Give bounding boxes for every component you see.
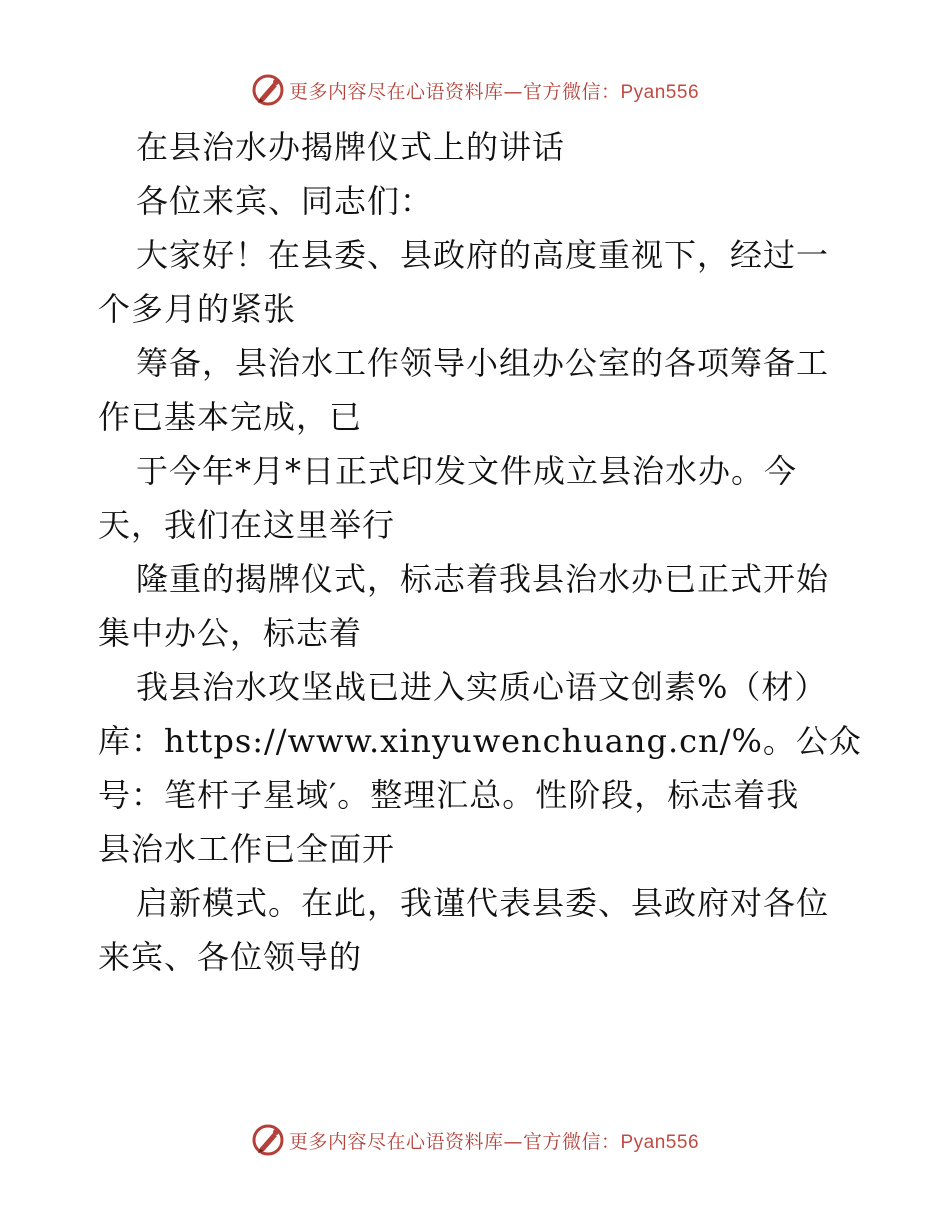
document-title: 在县治水办揭牌仪式上的讲话 xyxy=(136,128,566,166)
pen-logo-icon xyxy=(251,1123,285,1157)
body-line: 大家好！在县委、县政府的高度重视下，经过一 xyxy=(136,236,830,274)
body-line: 我县治水攻坚战已进入实质心语文创素%（材） xyxy=(136,668,828,706)
body-line: 隆重的揭牌仪式，标志着我县治水办已正式开始 xyxy=(136,560,830,598)
body-line: 启新模式。在此，我谨代表县委、县政府对各位 xyxy=(136,884,830,922)
body-line: 天，我们在这里举行 xyxy=(98,506,396,544)
body-line: 筹备，县治水工作领导小组办公室的各项筹备工 xyxy=(136,344,830,382)
body-line: 集中办公，标志着 xyxy=(98,614,363,652)
body-line-url: 库：https://www.xinyuwenchuang.cn/%。公众 xyxy=(98,722,862,760)
document-body xyxy=(98,120,868,984)
header-banner xyxy=(0,70,950,110)
header-banner-text: 更多内容尽在心语资料库—官方微信：Pyan556 xyxy=(288,80,700,103)
body-line: 个多月的紧张 xyxy=(98,290,297,328)
pen-logo-icon xyxy=(251,73,285,107)
body-line: 县治水工作已全面开 xyxy=(98,830,396,868)
footer-banner xyxy=(0,1120,950,1160)
body-line: 于今年*月*日正式印发文件成立县治水办。今 xyxy=(136,452,798,490)
body-line: 号：笔杆子星域′。整理汇总。性阶段，标志着我 xyxy=(98,776,800,814)
footer-banner-text: 更多内容尽在心语资料库—官方微信：Pyan556 xyxy=(288,1130,700,1153)
salutation: 各位来宾、同志们： xyxy=(136,182,434,220)
body-line: 来宾、各位领导的 xyxy=(98,938,363,976)
body-line: 作已基本完成，已 xyxy=(98,398,363,436)
